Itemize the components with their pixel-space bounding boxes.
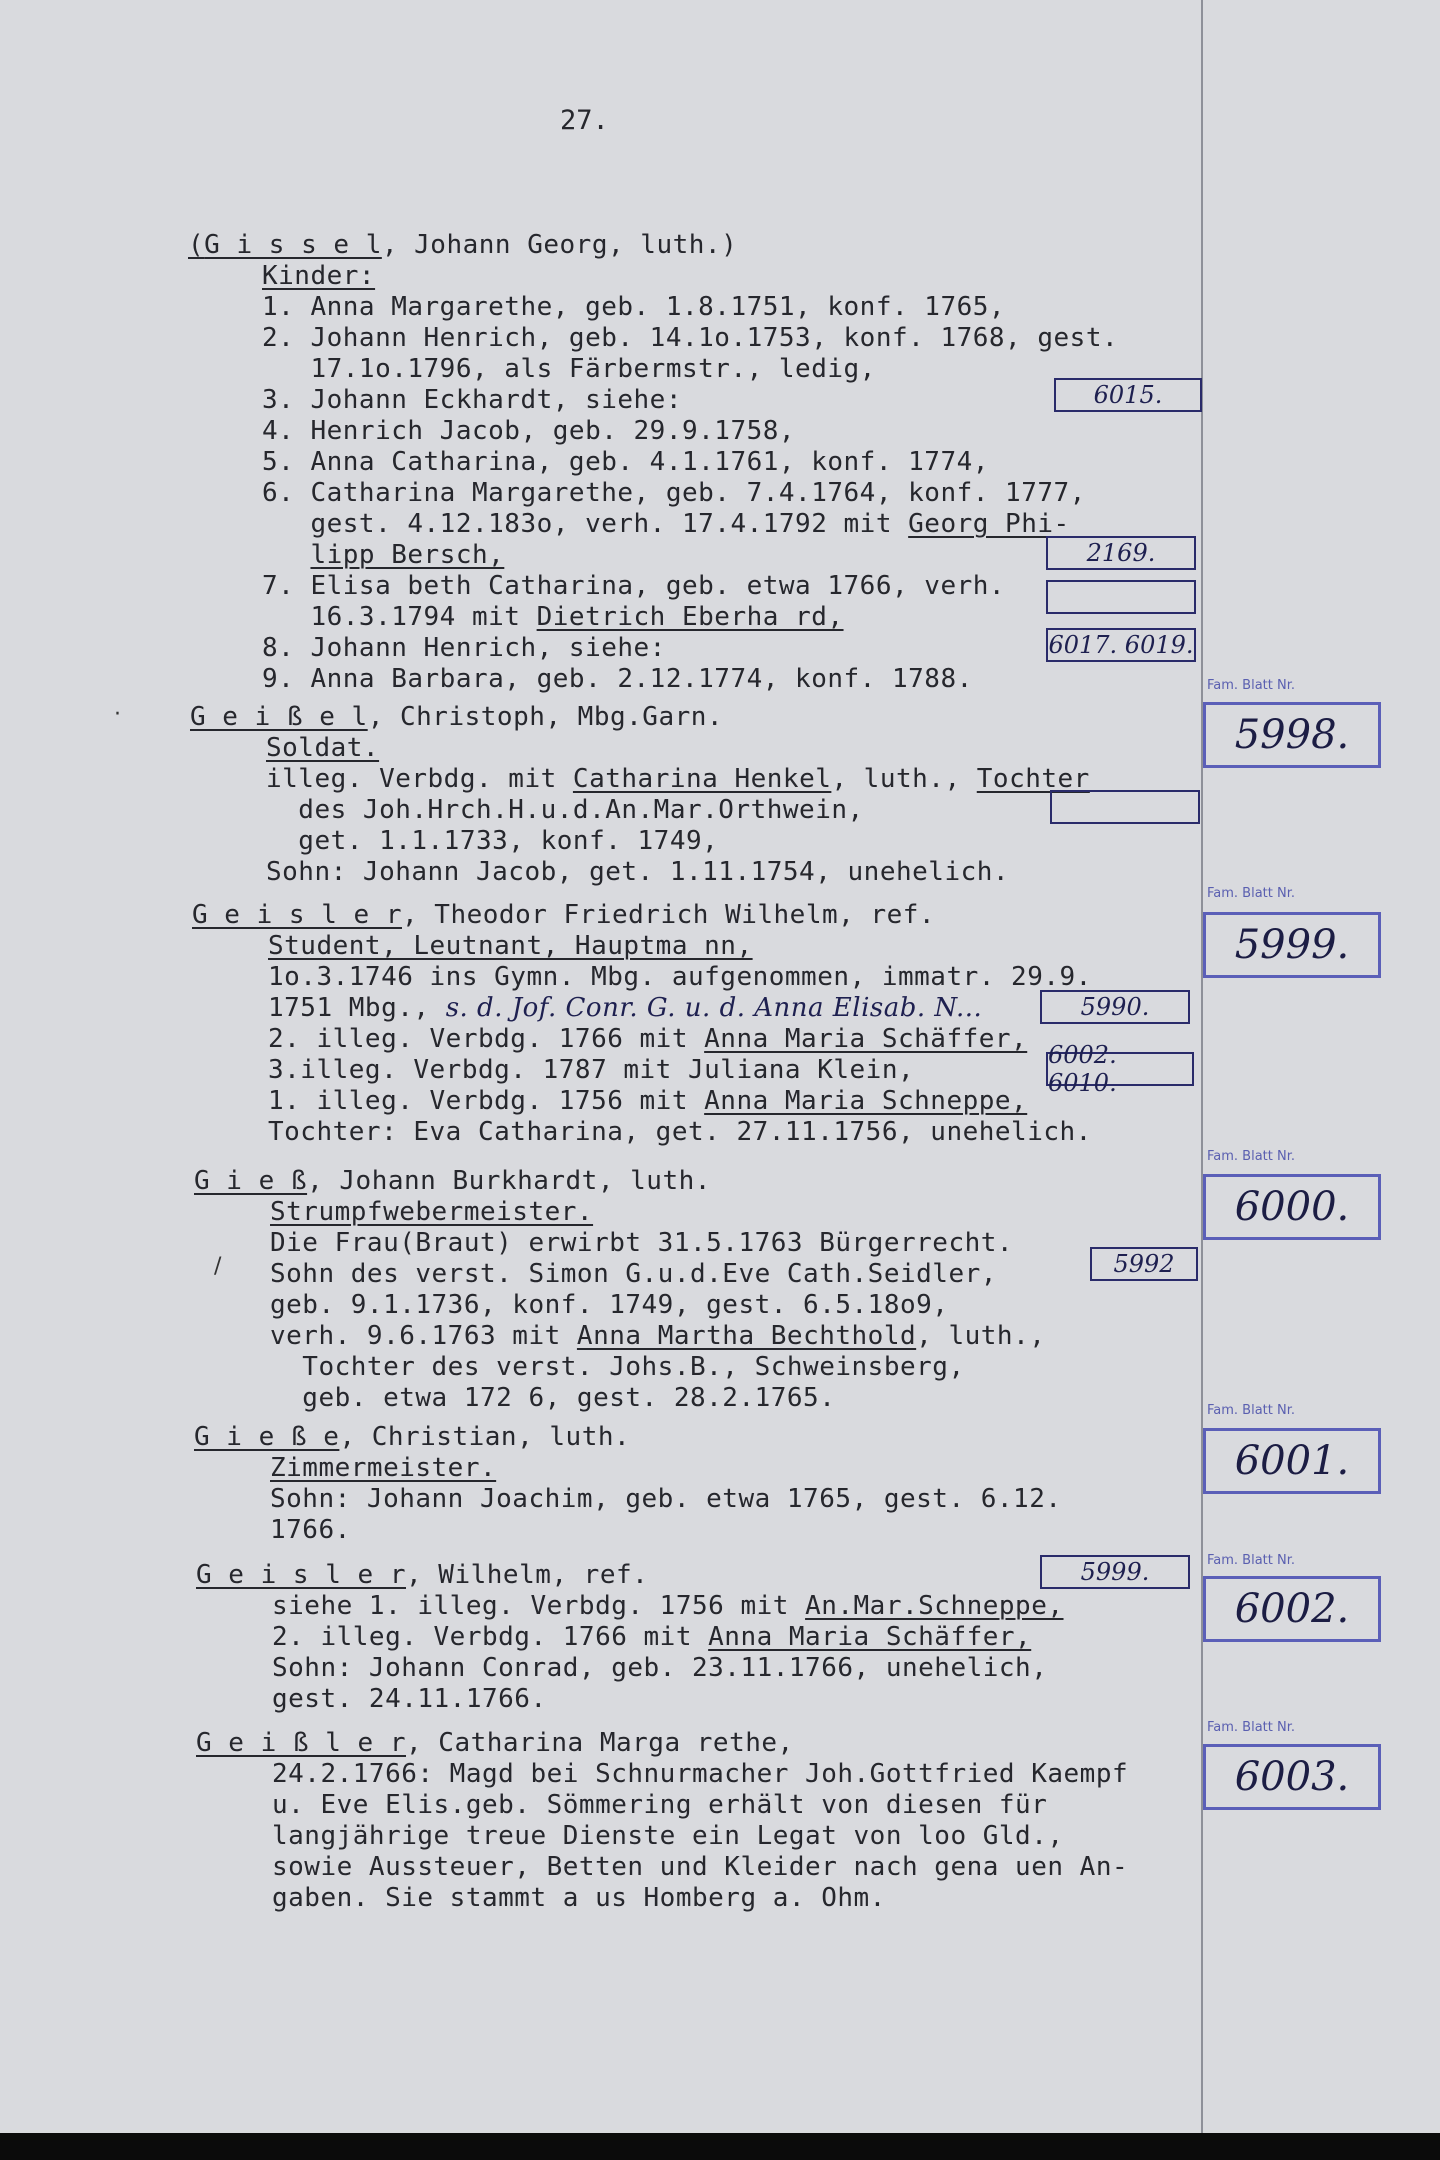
entry-line <box>272 1686 547 1712</box>
underlined-text: Anna Martha Bechthold <box>576 1321 917 1351</box>
underlined-text: Student, Leutnant, Hauptma nn, <box>268 931 753 961</box>
text-segment <box>262 540 310 570</box>
entry-line <box>262 356 876 382</box>
family-sheet-box: 6002. <box>1203 1576 1381 1642</box>
family-sheet-label: Fam. Blatt Nr. <box>1207 678 1296 693</box>
text-segment: 1751 Mbg., <box>268 993 446 1023</box>
entry-line <box>268 1026 1027 1052</box>
entry-line <box>272 1854 1128 1880</box>
page-number: 27. <box>560 105 609 136</box>
text-segment: , luth., <box>831 764 977 794</box>
family-sheet-box: 6003. <box>1203 1744 1381 1810</box>
family-sheet-box: 6001. <box>1203 1428 1381 1494</box>
text-segment: verh. 9.6.1763 mit <box>270 1321 577 1351</box>
underlined-text: G i e ß <box>194 1166 308 1196</box>
text-segment: 1. illeg. Verbdg. 1756 mit <box>268 1086 705 1116</box>
entry-line <box>272 1593 1064 1619</box>
entry-line <box>266 766 1090 792</box>
entry-line <box>262 325 1118 351</box>
entry-line <box>266 859 1009 885</box>
underlined-text: G i s s e l <box>204 230 382 260</box>
entry-line <box>190 704 723 730</box>
entry-line <box>268 1057 914 1083</box>
underlined-text: lipp Bersch, <box>310 540 505 570</box>
text-segment: , Wilhelm, ref. <box>406 1560 649 1590</box>
text-segment: Tochter des verst. Johs.B., Schweinsberg, <box>270 1352 965 1382</box>
text-segment: 6. Catharina Margarethe, geb. 7.4.1764, konf. 1777, <box>262 478 1086 508</box>
text-segment: des Joh.Hrch.H.u.d.An.Mar.Orthwein, <box>266 795 864 825</box>
text-segment: geb. 9.1.1736, konf. 1749, gest. 6.5.18o9, <box>270 1290 949 1320</box>
text-segment: 5. Anna Catharina, geb. 4.1.1761, konf. 1774, <box>262 447 989 477</box>
text-segment: , Christoph, Mbg.Garn. <box>367 702 724 732</box>
text-segment: 4. Henrich Jacob, geb. 29.9.1758, <box>262 416 796 446</box>
text-segment: , Christian, luth. <box>339 1422 631 1452</box>
empty-ref-box <box>1046 580 1196 614</box>
text-segment: sowie Aussteuer, Betten und Kleider nach gena uen An- <box>272 1852 1129 1882</box>
text-segment: Sohn: Johann Conrad, geb. 23.11.1766, unehelich, <box>272 1653 1048 1683</box>
margin-tick-mark: · <box>114 702 121 727</box>
underlined-text: G i e ß e <box>194 1422 340 1452</box>
entry-line <box>272 1624 1031 1650</box>
entry-line <box>266 797 864 823</box>
underlined-text: ( <box>188 230 205 260</box>
ref-box: 6002. 6010. <box>1046 1052 1194 1086</box>
ref-box: 5992 <box>1090 1247 1198 1281</box>
entry-line <box>270 1455 496 1481</box>
entry-line <box>268 964 1092 990</box>
column-divider <box>1201 0 1203 2133</box>
entry-line <box>262 387 682 413</box>
entry-line <box>196 1562 648 1588</box>
underlined-text: Kinder: <box>262 261 376 291</box>
underlined-text: Soldat. <box>266 733 380 763</box>
family-sheet-label: Fam. Blatt Nr. <box>1207 1149 1296 1164</box>
family-sheet-box: 5998. <box>1203 702 1381 768</box>
entry-line <box>262 542 504 568</box>
text-segment: illeg. Verbdg. mit <box>266 764 573 794</box>
underlined-text: G e i s l e r <box>196 1560 406 1590</box>
underlined-text: Anna Maria Schäffer, <box>708 1622 1032 1652</box>
entry-line <box>272 1792 1047 1818</box>
text-segment: 7. Elisa beth Catharina, geb. etwa 1766, verh. <box>262 571 1006 601</box>
underlined-text: Zimmermeister. <box>270 1453 497 1483</box>
family-sheet-label: Fam. Blatt Nr. <box>1207 1403 1296 1418</box>
text-segment: 9. Anna Barbara, geb. 2.12.1774, konf. 1788. <box>262 664 973 694</box>
entry-line <box>272 1655 1047 1681</box>
entry-line <box>262 418 795 444</box>
entry-line <box>262 480 1086 506</box>
ref-box: 6017. 6019. <box>1046 628 1196 662</box>
underlined-text: G e i ß l e r <box>196 1728 406 1758</box>
text-segment: 16.3.1794 mit <box>262 602 537 632</box>
text-segment: 3.illeg. Verbdg. 1787 mit Juliana Klein, <box>268 1055 915 1085</box>
text-segment: Sohn: Johann Joachim, geb. etwa 1765, gest. 6.12. <box>270 1484 1062 1514</box>
entry-line <box>270 1261 997 1287</box>
text-segment: 24.2.1766: Magd bei Schnurmacher Joh.Gottfried Kaempf <box>272 1759 1129 1789</box>
underlined-text: Anna Maria Schäffer, <box>704 1024 1028 1054</box>
entry-line <box>268 1088 1027 1114</box>
underlined-text: An.Mar.Schneppe, <box>805 1591 1064 1621</box>
underlined-text: Anna Maria Schneppe, <box>704 1086 1028 1116</box>
text-segment: 2. illeg. Verbdg. 1766 mit <box>268 1024 705 1054</box>
text-segment: , Catharina Marga rethe, <box>406 1728 794 1758</box>
underlined-text: Dietrich Eberha rd, <box>536 602 844 632</box>
entry-line <box>270 1486 1062 1512</box>
text-segment: Tochter: Eva Catharina, get. 27.11.1756, unehelich. <box>268 1117 1092 1147</box>
entry-line <box>262 604 844 630</box>
text-segment: 2. Johann Henrich, geb. 14.1o.1753, konf. 1768, gest. <box>262 323 1119 353</box>
ref-box: 5990. <box>1040 990 1190 1024</box>
entry-line <box>270 1323 1045 1349</box>
family-sheet-label: Fam. Blatt Nr. <box>1207 886 1296 901</box>
entry-line <box>262 635 666 661</box>
entry-line <box>196 1730 794 1756</box>
entry-line <box>270 1385 835 1411</box>
text-segment: Die Frau(Braut) erwirbt 31.5.1763 Bürgerrecht. <box>270 1228 1014 1258</box>
entry-line <box>194 1168 711 1194</box>
family-sheet-label: Fam. Blatt Nr. <box>1207 1720 1296 1735</box>
scan-bottom-edge <box>0 2133 1440 2160</box>
entry-line <box>262 294 1005 320</box>
margin-tick-mark: / <box>214 1254 222 1279</box>
text-segment: gaben. Sie stammt a us Homberg a. Ohm. <box>272 1883 886 1913</box>
underlined-text: G e i s l e r <box>192 900 402 930</box>
text-segment: geb. etwa 172 6, gest. 28.2.1765. <box>270 1383 836 1413</box>
entry-line <box>270 1230 1013 1256</box>
text-segment: gest. 24.11.1766. <box>272 1684 547 1714</box>
handwritten-note: s. d. Jof. Conr. G. u. d. Anna Elisab. N... <box>445 993 983 1023</box>
entry-line <box>262 449 989 475</box>
text-segment: , Johann Burkhardt, luth. <box>307 1166 711 1196</box>
entry-line <box>268 933 753 959</box>
empty-ref-box <box>1050 790 1200 824</box>
entry-line <box>262 666 973 692</box>
entry-line <box>272 1823 1064 1849</box>
text-segment: 8. Johann Henrich, siehe: <box>262 633 666 663</box>
text-segment: get. 1.1.1733, konf. 1749, <box>266 826 719 856</box>
text-segment: 1. Anna Margarethe, geb. 1.8.1751, konf. 1765, <box>262 292 1006 322</box>
text-segment: siehe 1. illeg. Verbdg. 1756 mit <box>272 1591 806 1621</box>
entry-line <box>268 1119 1092 1145</box>
underlined-text: Catharina Henkel <box>572 764 832 794</box>
family-sheet-box: 5999. <box>1203 912 1381 978</box>
underlined-text: Georg Phi- <box>908 509 1070 539</box>
text-segment: Sohn des verst. Simon G.u.d.Eve Cath.Seidler, <box>270 1259 997 1289</box>
text-segment: 1766. <box>270 1515 351 1545</box>
text-segment: 2. illeg. Verbdg. 1766 mit <box>272 1622 709 1652</box>
family-sheet-label: Fam. Blatt Nr. <box>1207 1553 1296 1568</box>
entry-line <box>188 232 737 258</box>
entry-line <box>262 263 375 289</box>
text-segment: langjährige treue Dienste ein Legat von loo Gld., <box>272 1821 1064 1851</box>
text-segment: 17.1o.1796, als Färbermstr., ledig, <box>262 354 876 384</box>
entry-line <box>272 1761 1128 1787</box>
underlined-text: G e i ß e l <box>190 702 368 732</box>
entry-line <box>262 511 1070 537</box>
entry-line <box>272 1885 886 1911</box>
text-segment: 3. Johann Eckhardt, siehe: <box>262 385 682 415</box>
entry-line <box>270 1199 593 1225</box>
entry-line <box>194 1424 630 1450</box>
underlined-text: Strumpfwebermeister. <box>270 1197 594 1227</box>
entry-line <box>270 1292 948 1318</box>
family-sheet-box: 6000. <box>1203 1174 1381 1240</box>
ref-box: 2169. <box>1046 536 1196 570</box>
entry-line <box>270 1517 351 1543</box>
ref-box: 5999. <box>1040 1555 1190 1589</box>
text-segment: gest. 4.12.183o, verh. 17.4.1792 mit <box>262 509 909 539</box>
text-segment: , Johann Georg, luth.) <box>381 230 738 260</box>
entry-line <box>192 902 935 928</box>
text-segment: Sohn: Johann Jacob, get. 1.11.1754, unehelich. <box>266 857 1010 887</box>
text-segment: u. Eve Elis.geb. Sömmering erhält von diesen für <box>272 1790 1048 1820</box>
ref-box: 6015. <box>1054 378 1202 412</box>
entry-line <box>262 573 1005 599</box>
entry-line <box>270 1354 965 1380</box>
underlined-text: Tochter <box>976 764 1090 794</box>
text-segment: , Theodor Friedrich Wilhelm, ref. <box>402 900 936 930</box>
entry-line <box>266 828 718 854</box>
entry-line <box>268 995 982 1021</box>
text-segment: 1o.3.1746 ins Gymn. Mbg. aufgenommen, immatr. 29.9. <box>268 962 1092 992</box>
entry-line <box>266 735 379 761</box>
text-segment: , luth., <box>916 1321 1046 1351</box>
